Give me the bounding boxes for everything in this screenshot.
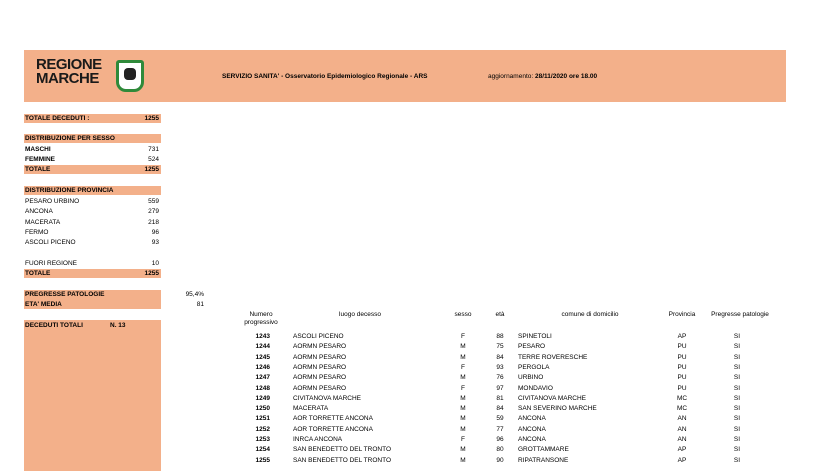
cell-sesso: M xyxy=(460,374,466,382)
cell-luogo: AORMN PESARO xyxy=(293,363,347,371)
cell-provincia: PU xyxy=(677,363,687,371)
cell-comune: ANCONA xyxy=(518,436,546,443)
cell-sesso: M xyxy=(460,415,466,423)
provincia-label-fuori: FUORI REGIONE xyxy=(25,260,78,267)
shield-icon xyxy=(116,60,144,92)
update-info xyxy=(488,73,597,80)
provincia-value-fermo: 96 xyxy=(151,229,159,236)
cell-luogo: SAN BENEDETTO DEL TRONTO xyxy=(293,446,392,454)
cell-patologie: SI xyxy=(733,425,741,433)
cell-comune: SPINETOLI xyxy=(518,333,552,340)
totale-deceduti-label: TOTALE DECEDUTI : xyxy=(25,115,90,122)
logo-text-2: MARCHE xyxy=(36,70,99,87)
cell-sesso: M xyxy=(460,425,466,433)
cell-luogo: CIVITANOVA MARCHE xyxy=(293,394,362,402)
provincia-label-ancona: ANCONA xyxy=(25,208,53,215)
sesso-title: DISTRIBUZIONE PER SESSO xyxy=(25,135,115,142)
cell-provincia: MC xyxy=(676,394,688,402)
cell-comune: SAN SEVERINO MARCHE xyxy=(518,405,597,413)
header-numero xyxy=(236,311,286,327)
eta-media-value: 81 xyxy=(196,301,204,308)
cell-patologie: SI xyxy=(733,333,741,340)
provincia-total-value: 1255 xyxy=(144,270,159,277)
cell-eta: 75 xyxy=(496,343,504,351)
update-label: aggiornamento: xyxy=(488,73,534,80)
cell-numero: 1245 xyxy=(255,353,270,361)
cell-patologie: SI xyxy=(733,343,741,351)
logo-text-1: REGIONE xyxy=(36,56,102,73)
header-sesso: sesso xyxy=(454,311,472,318)
cell-provincia: PU xyxy=(677,343,687,351)
cell-patologie: SI xyxy=(733,415,741,423)
header-numero-line1: Numero xyxy=(249,311,273,318)
patologie-value: 95,4% xyxy=(185,291,204,298)
cell-numero: 1252 xyxy=(255,425,270,433)
cell-provincia: AP xyxy=(677,456,687,464)
cell-comune: URBINO xyxy=(518,374,544,382)
cell-provincia: AP xyxy=(677,446,687,454)
cell-luogo: AORMN PESARO xyxy=(293,374,347,382)
header-luogo: luogo decesso xyxy=(339,311,381,318)
cell-eta: 76 xyxy=(496,374,504,382)
service-title: SERVIZIO SANITA' - Osservatorio Epidemiologico Regionale - ARS xyxy=(222,73,428,80)
provincia-value-pesaro: 559 xyxy=(148,198,159,205)
cell-luogo: SAN BENEDETTO DEL TRONTO xyxy=(293,456,392,464)
cell-patologie: SI xyxy=(733,394,741,402)
cell-comune: CIVITANOVA MARCHE xyxy=(518,394,587,402)
cell-sesso: F xyxy=(461,363,465,371)
cell-eta: 97 xyxy=(496,384,504,392)
cell-luogo: AOR TORRETTE ANCONA xyxy=(293,425,373,433)
cell-sesso: M xyxy=(460,353,466,361)
provincia-value-macerata: 218 xyxy=(148,219,159,226)
header-provincia: Provincia xyxy=(668,311,696,318)
cell-numero: 1249 xyxy=(255,394,270,402)
cell-eta: 88 xyxy=(496,333,504,340)
cell-patologie: SI xyxy=(733,384,741,392)
cell-luogo: AOR TORRETTE ANCONA xyxy=(293,415,373,423)
cell-eta: 96 xyxy=(496,436,504,443)
provincia-value-ascoli: 93 xyxy=(151,239,159,246)
deceduti-totali-block xyxy=(24,320,161,471)
provincia-value-ancona: 279 xyxy=(148,208,159,215)
cell-numero: 1248 xyxy=(255,384,270,392)
cell-sesso: M xyxy=(460,446,466,454)
cell-sesso: M xyxy=(460,456,466,464)
cell-eta: 90 xyxy=(496,456,504,464)
cell-comune: RIPATRANSONE xyxy=(518,456,569,464)
provincia-label-macerata: MACERATA xyxy=(25,219,61,226)
cell-patologie: SI xyxy=(733,405,741,413)
provincia-label-pesaro: PESARO URBINO xyxy=(25,198,80,205)
provincia-label-fermo: FERMO xyxy=(25,229,49,236)
cell-comune: PERGOLA xyxy=(518,363,550,371)
cell-sesso: M xyxy=(460,405,466,413)
cell-eta: 84 xyxy=(496,353,504,361)
cell-provincia: PU xyxy=(677,353,687,361)
regione-marche-logo xyxy=(36,58,146,90)
cell-sesso: M xyxy=(460,394,466,402)
cell-comune: MONDAVIO xyxy=(518,384,553,392)
cell-numero: 1255 xyxy=(255,456,270,464)
cell-patologie: SI xyxy=(733,446,741,454)
cell-comune: ANCONA xyxy=(518,415,546,423)
cell-numero: 1243 xyxy=(255,333,270,340)
cell-eta: 81 xyxy=(496,394,504,402)
header-comune: comune di domicilio xyxy=(561,311,619,318)
provincia-label-ascoli: ASCOLI PICENO xyxy=(25,239,76,246)
cell-comune: GROTTAMMARE xyxy=(518,446,569,454)
cell-provincia: AN xyxy=(677,425,687,433)
cell-sesso: M xyxy=(460,343,466,351)
cell-luogo: INRCA ANCONA xyxy=(293,436,343,443)
sesso-label-maschi: MASCHI xyxy=(25,146,51,153)
sesso-total-label: TOTALE xyxy=(25,166,51,173)
cell-comune: TERRE ROVERESCHE xyxy=(518,353,588,361)
cell-comune: ANCONA xyxy=(518,425,546,433)
cell-luogo: AORMN PESARO xyxy=(293,384,347,392)
eta-media-label: ETA' MEDIA xyxy=(25,301,62,308)
cell-luogo: MACERATA xyxy=(293,405,329,413)
cell-numero: 1244 xyxy=(255,343,270,351)
cell-numero: 1246 xyxy=(255,363,270,371)
cell-eta: 77 xyxy=(496,425,504,433)
sesso-total-value: 1255 xyxy=(144,166,159,173)
sesso-value-femmine: 524 xyxy=(148,156,159,163)
cell-comune: PESARO xyxy=(518,343,546,351)
totale-deceduti-value: 1255 xyxy=(144,115,159,122)
cell-sesso: F xyxy=(461,384,465,392)
cell-luogo: ASCOLI PICENO xyxy=(293,333,344,340)
provincia-title: DISTRIBUZIONE PROVINCIA xyxy=(25,187,114,194)
cell-eta: 84 xyxy=(496,405,504,413)
cell-eta: 59 xyxy=(496,415,504,423)
cell-provincia: AP xyxy=(677,333,687,340)
provincia-value-fuori: 10 xyxy=(151,260,159,267)
deceduti-totali-n: N. 13 xyxy=(110,322,126,329)
cell-patologie: SI xyxy=(733,436,741,443)
cell-provincia: AN xyxy=(677,415,687,423)
cell-luogo: AORMN PESARO xyxy=(293,343,347,351)
cell-numero: 1254 xyxy=(255,446,270,454)
cell-patologie: SI xyxy=(733,374,741,382)
cell-provincia: PU xyxy=(677,384,687,392)
cell-eta: 93 xyxy=(496,363,504,371)
cell-sesso: F xyxy=(461,333,465,340)
cell-numero: 1247 xyxy=(255,374,270,382)
cell-patologie: SI xyxy=(733,456,741,464)
sesso-label-femmine: FEMMINE xyxy=(25,156,55,163)
provincia-total-label: TOTALE xyxy=(25,270,51,277)
header-numero-line2: progressivo xyxy=(244,319,278,326)
header-patologie: Pregresse patologie xyxy=(711,311,769,318)
sesso-value-maschi: 731 xyxy=(148,146,159,153)
cell-patologie: SI xyxy=(733,363,741,371)
cell-numero: 1251 xyxy=(255,415,270,423)
header-eta: età xyxy=(495,311,505,318)
cell-patologie: SI xyxy=(733,353,741,361)
cell-provincia: PU xyxy=(677,374,687,382)
deceduti-totali-label: DECEDUTI TOTALI xyxy=(25,322,83,329)
patologie-label: PREGRESSE PATOLOGIE xyxy=(25,291,105,298)
cell-numero: 1250 xyxy=(255,405,270,413)
cell-provincia: AN xyxy=(677,436,687,443)
cell-numero: 1253 xyxy=(255,436,270,443)
update-value: 28/11/2020 ore 18.00 xyxy=(534,73,598,80)
cell-eta: 80 xyxy=(496,446,504,454)
cell-sesso: F xyxy=(461,436,465,443)
cell-luogo: AORMN PESARO xyxy=(293,353,347,361)
cell-provincia: MC xyxy=(676,405,688,413)
